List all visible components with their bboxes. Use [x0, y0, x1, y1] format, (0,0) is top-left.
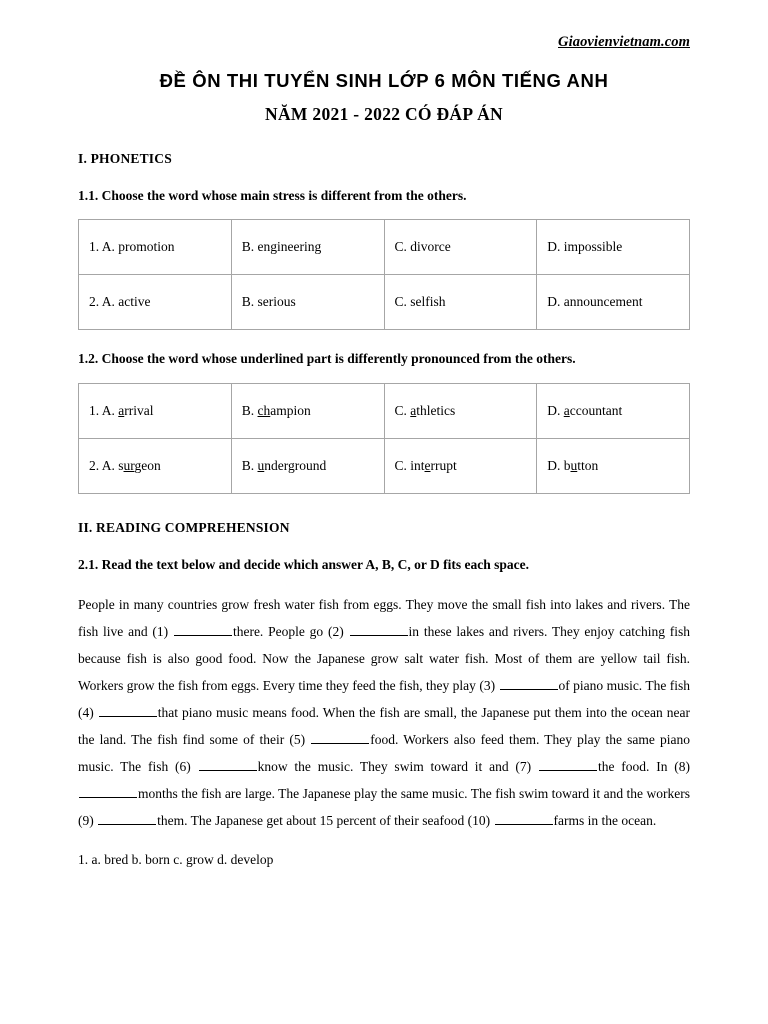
cell-post: tton — [577, 457, 599, 473]
passage-part: know the music. They swim toward it and (7) — [257, 758, 538, 774]
table-row — [79, 383, 690, 438]
blank-8 — [79, 785, 137, 797]
cell-underlined: u — [570, 457, 578, 473]
blank-4 — [99, 704, 157, 716]
page-subtitle: NĂM 2021 - 2022 CÓ ĐÁP ÁN — [265, 103, 503, 124]
section-heading-phonetics: I. PHONETICS — [78, 150, 172, 166]
phonetics-pronunciation-table — [78, 383, 690, 494]
passage-part: People in many countries grow fresh water fish from eggs. They move the small fish into lakes and rivers. The fish live and (1) — [78, 596, 690, 639]
cell-underlined: e — [424, 457, 431, 473]
table-cell — [537, 383, 690, 438]
page-title: ĐỀ ÔN THI TUYỂN SINH LỚP 6 MÔN TIẾNG ANH — [159, 70, 609, 91]
cell-post: ampion — [270, 402, 311, 418]
table-row — [79, 220, 690, 275]
table-cell — [79, 383, 232, 438]
cell-underlined: a — [118, 402, 125, 418]
table-row — [79, 275, 690, 330]
blank-5 — [311, 731, 369, 743]
cell-pre: 1. A. — [89, 402, 119, 418]
table-cell — [231, 383, 384, 438]
cell-underlined: a — [563, 402, 570, 418]
table-cell: 2. A. active — [79, 275, 232, 330]
passage-part: of piano music. The fish (4) — [78, 677, 691, 720]
table-cell — [384, 438, 537, 493]
table-cell: C. selfish — [384, 275, 537, 330]
cell-underlined: u — [257, 457, 265, 473]
instruction-1-2: 1.2. Choose the word whose underlined part is differently pronounced from the others. — [78, 351, 576, 367]
table-cell — [79, 438, 232, 493]
cell-post: thletics — [416, 402, 456, 418]
passage-part: months the fish are large. The Japanese play the same music. The fish swim toward it and the workers (9) — [78, 785, 690, 828]
reading-passage — [78, 591, 690, 834]
cell-post: geon — [134, 457, 161, 473]
cell-post: ccountant — [569, 402, 623, 418]
table-row — [79, 438, 690, 493]
passage-part: there. People go (2) — [232, 623, 349, 639]
cell-post: nderground — [264, 457, 327, 473]
cell-pre: D. — [547, 402, 564, 418]
passage-part: them. The Japanese get about 15 percent of their seafood (10) — [157, 812, 494, 828]
table-cell: 1. A. promotion — [79, 220, 232, 275]
passage-part: that piano music means food. When the fish are small, the Japanese put them into the ocean near the land. The fish find some of their (5) — [78, 704, 690, 747]
answer-options-1: 1. a. bred b. born c. grow d. develop — [78, 851, 274, 867]
table-cell: B. serious — [231, 275, 384, 330]
blank-7 — [539, 758, 597, 770]
cell-underlined: a — [410, 402, 417, 418]
cell-post: rrival — [124, 402, 154, 418]
cell-pre: B. — [241, 402, 258, 418]
cell-underlined: ur — [123, 457, 135, 473]
passage-part: in these lakes and rivers. They enjoy catching fish because fish is also good food. Now the Japanese grow salt water fish. Most of them are yellow tail fish. Workers grow the fish from eggs. Every time they feed the fish, they play (3) — [78, 623, 690, 693]
cell-pre: C. — [394, 402, 411, 418]
table-cell — [537, 438, 690, 493]
blank-2 — [350, 623, 408, 635]
site-watermark-link[interactable]: Giaovienvietnam.com — [558, 34, 690, 50]
passage-part: food. Workers also feed them. They play the same piano music. The fish (6) — [78, 731, 690, 774]
blank-1 — [174, 623, 232, 635]
blank-6 — [199, 758, 257, 770]
cell-pre: 2. A. s — [89, 457, 124, 473]
section-heading-reading: II. READING COMPREHENSION — [78, 519, 290, 535]
table-cell: D. impossible — [537, 220, 690, 275]
instruction-1-1: 1.1. Choose the word whose main stress is different from the others. — [78, 187, 467, 203]
passage-part: farms in the ocean. — [553, 812, 657, 828]
cell-pre: B. — [241, 457, 258, 473]
instruction-2-1: 2.1. Read the text below and decide which answer A, B, C, or D fits each space. — [78, 556, 529, 572]
passage-part: the food. In (8) — [597, 758, 690, 774]
cell-post: rrupt — [430, 457, 457, 473]
table-cell: D. announcement — [537, 275, 690, 330]
cell-underlined: ch — [257, 402, 271, 418]
table-cell: C. divorce — [384, 220, 537, 275]
table-cell — [231, 438, 384, 493]
table-cell: B. engineering — [231, 220, 384, 275]
phonetics-stress-table — [78, 219, 690, 330]
blank-10 — [495, 812, 553, 824]
cell-pre: C. int — [394, 457, 425, 473]
cell-pre: D. b — [547, 457, 571, 473]
blank-3 — [500, 677, 558, 689]
blank-9 — [98, 812, 156, 824]
table-cell — [384, 383, 537, 438]
